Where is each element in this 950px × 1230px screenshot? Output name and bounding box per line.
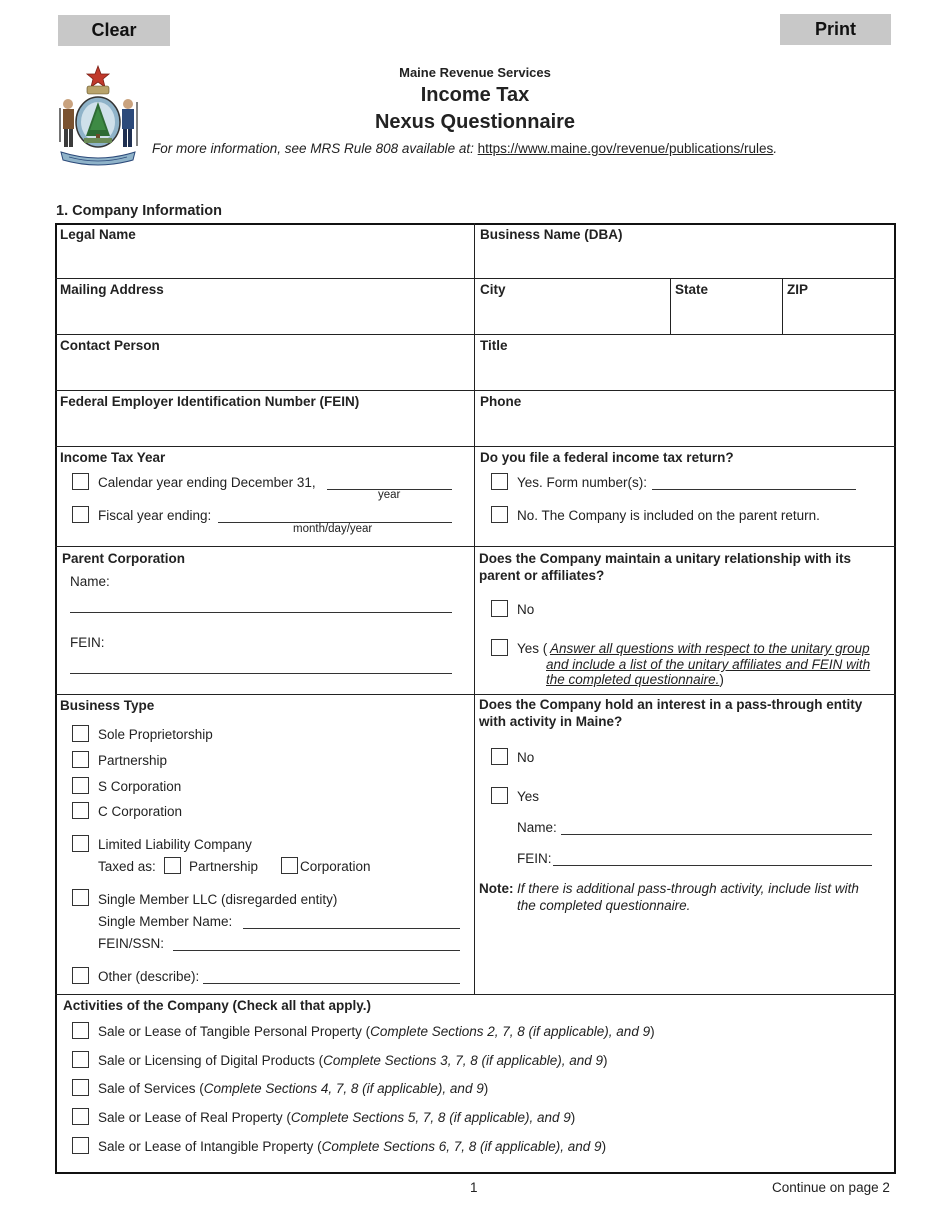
pass-through-yes-checkbox[interactable] [491, 787, 508, 804]
unitary-yes-instruction-line1: Answer all questions with respect to the unitary group [550, 641, 870, 656]
taxed-as-corporation-label: Corporation [300, 859, 371, 874]
c-corporation-label: C Corporation [98, 804, 183, 819]
pass-through-question-line2: with activity in Maine? [479, 714, 623, 729]
activity-intangible-property-checkbox[interactable] [72, 1137, 89, 1154]
fein-field[interactable] [57, 392, 473, 445]
fein-ssn-input[interactable] [173, 950, 460, 951]
activity-intangible-property-label: Sale or Lease of Intangible Property (Complete Sections 6, 7, 8 (if applicable), and 9) [98, 1139, 607, 1154]
parent-name-input[interactable] [70, 612, 452, 613]
unitary-no-checkbox[interactable] [491, 600, 508, 617]
row-divider [55, 390, 896, 391]
zip-label: ZIP [787, 282, 809, 297]
unitary-yes-prefix: Yes ( [517, 641, 548, 656]
row-divider [55, 278, 896, 279]
continue-note: Continue on page 2 [772, 1180, 890, 1195]
single-member-name-input[interactable] [243, 928, 460, 929]
unitary-question-line1: Does the Company maintain a unitary relationship with its [479, 551, 852, 566]
clear-button[interactable]: Clear [58, 15, 170, 46]
fein-label: Federal Employer Identification Number (FEIN) [60, 394, 360, 409]
partnership-checkbox[interactable] [72, 751, 89, 768]
unitary-yes-instruction-line2: and include a list of the unitary affiliates and FEIN with [546, 657, 871, 672]
unitary-yes-instruction-line3: the completed questionnaire. [546, 672, 720, 687]
calendar-year-checkbox[interactable] [72, 473, 89, 490]
s-corporation-label: S Corporation [98, 779, 182, 794]
fiscal-year-hint: month/day/year [293, 523, 373, 535]
activity-real-property-label: Sale or Lease of Real Property (Complete Sections 5, 7, 8 (if applicable), and 9) [98, 1110, 576, 1125]
zip-divider [782, 278, 783, 334]
activity-digital-products-checkbox[interactable] [72, 1051, 89, 1068]
state-divider [670, 278, 671, 334]
unitary-yes-checkbox[interactable] [491, 639, 508, 656]
sole-proprietorship-label: Sole Proprietorship [98, 727, 213, 742]
activity-services-label: Sale of Services (Complete Sections 4, 7, 8 (if applicable), and 9) [98, 1081, 489, 1096]
info-suffix: . [773, 141, 778, 156]
contact-person-label: Contact Person [60, 338, 160, 353]
contact-person-field[interactable] [57, 336, 473, 389]
other-business-type-checkbox[interactable] [72, 967, 89, 984]
unitary-question-line2: parent or affiliates? [479, 568, 605, 583]
row-divider [55, 694, 896, 695]
mailing-address-field[interactable] [57, 280, 473, 333]
title-label: Title [480, 338, 508, 353]
federal-return-question: Do you file a federal income tax return? [480, 450, 734, 465]
c-corporation-checkbox[interactable] [72, 802, 89, 819]
row-divider [55, 546, 896, 547]
city-field[interactable] [476, 280, 669, 333]
taxed-as-corporation-checkbox[interactable] [281, 857, 298, 874]
legal-name-field[interactable] [57, 225, 473, 277]
fiscal-year-checkbox[interactable] [72, 506, 89, 523]
business-name-label: Business Name (DBA) [480, 227, 623, 242]
unitary-yes-suffix: ) [719, 672, 724, 687]
row-divider [55, 334, 896, 335]
pass-through-fein-label: FEIN: [517, 851, 552, 866]
note-label: Note: [479, 881, 514, 896]
partnership-label: Partnership [98, 753, 168, 768]
other-business-type-input[interactable] [203, 983, 460, 984]
year-hint: year [378, 489, 401, 501]
llc-label: Limited Liability Company [98, 837, 252, 852]
taxed-as-partnership-label: Partnership [189, 859, 259, 874]
business-name-field[interactable] [476, 225, 894, 277]
calendar-year-label: Calendar year ending December 31, [98, 475, 316, 490]
activity-tangible-property-checkbox[interactable] [72, 1022, 89, 1039]
state-field[interactable] [672, 280, 781, 333]
parent-fein-label: FEIN: [70, 635, 105, 650]
parent-fein-input[interactable] [70, 673, 452, 674]
section-title: 1. Company Information [56, 203, 222, 219]
activity-digital-products-label: Sale or Licensing of Digital Products (Complete Sections 3, 7, 8 (if applicable), and 9) [98, 1053, 608, 1068]
single-member-llc-label: Single Member LLC (disregarded entity) [98, 892, 338, 907]
fiscal-year-label: Fiscal year ending: [98, 508, 212, 523]
form-title-line2: Nexus Questionnaire [374, 111, 576, 133]
rules-link[interactable]: https://www.maine.gov/revenue/publications/rules [477, 141, 774, 156]
agency-name: Maine Revenue Services [399, 65, 551, 80]
pass-through-no-checkbox[interactable] [491, 748, 508, 765]
llc-checkbox[interactable] [72, 835, 89, 852]
federal-return-no-label: No. The Company is included on the parent return. [517, 508, 820, 523]
zip-field[interactable] [784, 280, 894, 333]
parent-corporation-label: Parent Corporation [62, 551, 186, 566]
activity-tangible-property-label: Sale or Lease of Tangible Personal Property (Complete Sections 2, 7, 8 (if applicable), and 9) [98, 1024, 655, 1039]
fein-ssn-label: FEIN/SSN: [98, 936, 165, 951]
s-corporation-checkbox[interactable] [72, 777, 89, 794]
federal-return-yes-checkbox[interactable] [491, 473, 508, 490]
state-label: State [675, 282, 709, 297]
taxed-as-label: Taxed as: [98, 859, 156, 874]
column-divider [474, 223, 475, 994]
info-prefix: For more information, see MRS Rule 808 available at: [152, 141, 478, 156]
pass-through-fein-input[interactable] [553, 865, 872, 866]
pass-through-no-label: No [517, 750, 535, 765]
form-title-line1: Income Tax [420, 84, 530, 106]
page-number: 1 [470, 1180, 478, 1195]
federal-return-no-checkbox[interactable] [491, 506, 508, 523]
unitary-no-label: No [517, 602, 535, 617]
parent-name-label: Name: [70, 574, 110, 589]
note-text-line1: If there is additional pass-through activity, include list with [517, 881, 859, 896]
title-field[interactable] [476, 336, 894, 389]
activity-real-property-checkbox[interactable] [72, 1108, 89, 1125]
single-member-llc-checkbox[interactable] [72, 889, 89, 906]
pass-through-name-label: Name: [517, 820, 557, 835]
phone-label: Phone [480, 394, 522, 409]
single-member-name-label: Single Member Name: [98, 914, 233, 929]
form-numbers-input[interactable] [652, 489, 856, 490]
mailing-address-label: Mailing Address [60, 282, 164, 297]
legal-name-label: Legal Name [60, 227, 136, 242]
federal-return-yes-label: Yes. Form number(s): [517, 475, 648, 490]
business-type-label: Business Type [60, 698, 155, 713]
phone-field[interactable] [476, 392, 894, 445]
pass-through-yes-label: Yes [517, 789, 540, 804]
row-divider [55, 994, 896, 995]
pass-through-question-line1: Does the Company hold an interest in a pass-through entity [479, 697, 863, 712]
city-label: City [480, 282, 506, 297]
sole-proprietorship-checkbox[interactable] [72, 725, 89, 742]
activities-label: Activities of the Company (Check all that apply.) [63, 998, 372, 1013]
row-divider [55, 446, 896, 447]
activity-services-checkbox[interactable] [72, 1079, 89, 1096]
note-text-line2: the completed questionnaire. [517, 898, 691, 913]
pass-through-name-input[interactable] [561, 834, 872, 835]
other-business-type-label: Other (describe): [98, 969, 200, 984]
income-tax-year-label: Income Tax Year [60, 450, 166, 465]
info-text [152, 141, 777, 156]
taxed-as-partnership-checkbox[interactable] [164, 857, 181, 874]
print-button[interactable]: Print [780, 14, 891, 45]
